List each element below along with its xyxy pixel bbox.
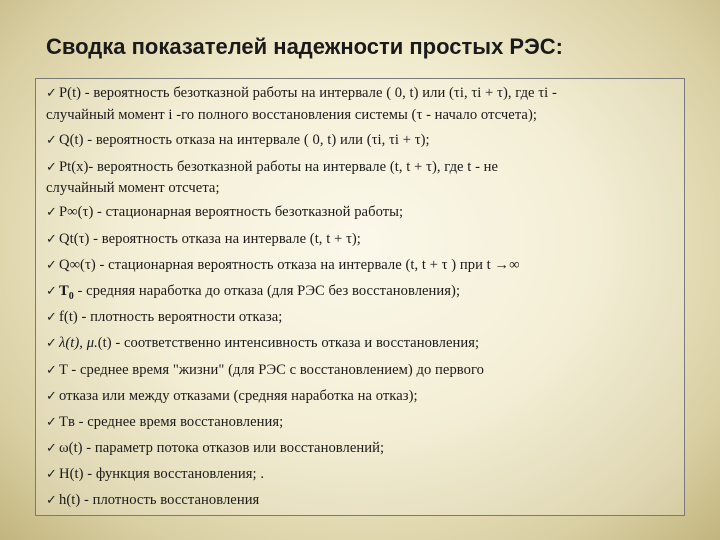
list-item: ✓ Q∞(τ) - стационарная вероятность отказа на интервале (t, t + τ ) при t →∞ [46,257,520,273]
list-item: ✓ H(t) - функция восстановления; . [46,466,265,482]
check-mark-icon: ✓ [46,310,57,325]
check-mark-icon: ✓ [46,205,57,220]
check-mark-icon: ✓ [46,467,57,482]
list-item: ✓ отказа или между отказами (средняя наработка на отказ); [46,388,418,404]
list-item: ✓ ω(t) - параметр потока отказов или восстановлений; [46,440,385,456]
check-mark-icon: ✓ [46,493,57,508]
list-item: ✓ Tв - среднее время восстановления; [46,414,284,430]
list-item: ✓ P(t) - вероятность безотказной работы на интервале ( 0, t) или (τi, τi + τ), где τi - [46,85,557,101]
check-mark-icon: ✓ [46,363,57,378]
list-item: ✓ λ(t), μ.(t) - соответственно интенсивность отказа и восстановления; [46,335,480,351]
check-mark-icon: ✓ [46,86,57,101]
list-item: ✓ Pt(x)- вероятность безотказной работы на интервале (t, t + τ), где t - не [46,159,499,175]
list-item-continuation: случайный момент i -го полного восстановления системы (τ - начало отсчета); [46,107,537,123]
check-mark-icon: ✓ [46,133,57,148]
check-mark-icon: ✓ [46,284,57,299]
check-mark-icon: ✓ [46,389,57,404]
check-mark-icon: ✓ [46,441,57,456]
list-item: ✓ P∞(τ) - стационарная вероятность безотказной работы; [46,204,404,220]
check-mark-icon: ✓ [46,336,57,351]
list-item: ✓ h(t) - плотность восстановления [46,492,260,508]
list-item: ✓ $T_0$ - средняя наработка до отказа (для РЭС без восстановления); [46,283,461,302]
list-item: ✓ T - среднее время "жизни" (для РЭС с восстановлением) до первого [46,362,484,378]
list-item: ✓ Q(t) - вероятность отказа на интервале ( 0, t) или (τi, τi + τ); [46,132,430,148]
content-box [35,78,685,516]
check-mark-icon: ✓ [46,415,57,430]
slide-title: Сводка показателей надежности простых РЭС: [46,34,563,59]
check-mark-icon: ✓ [46,232,57,247]
check-mark-icon: ✓ [46,160,57,175]
list-item-continuation: случайный момент отсчета; [46,180,220,196]
check-mark-icon: ✓ [46,258,57,273]
list-item: ✓ f(t) - плотность вероятности отказа; [46,309,283,325]
list-item: ✓ Qt(τ) - вероятность отказа на интервале (t, t + τ); [46,231,361,247]
